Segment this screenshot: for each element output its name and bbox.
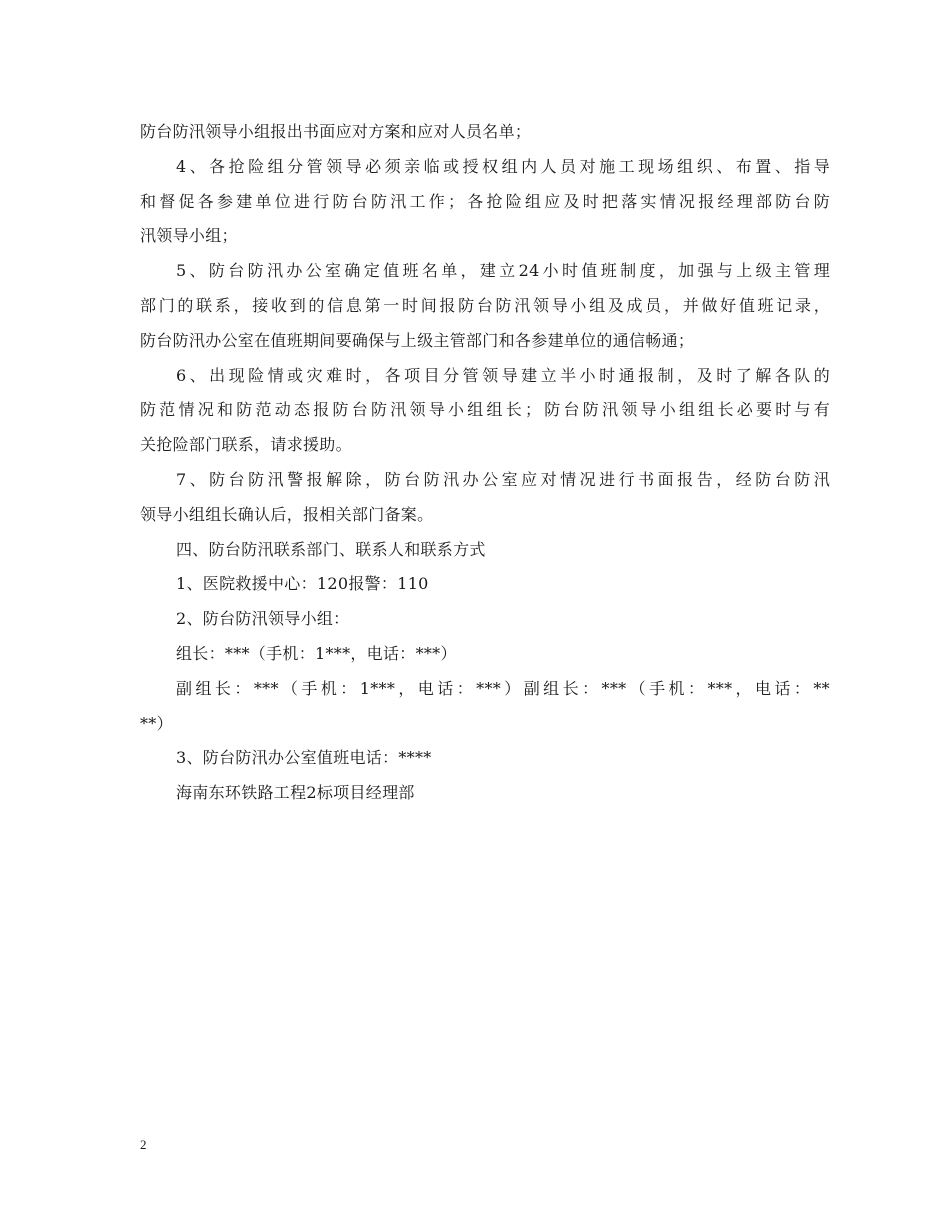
text-line: 7、防台防汛警报解除，防台防汛办公室应对情况进行书面报告，经防台防汛 [176,469,830,489]
text-line: 4、各抢险组分管领导必须亲临或授权组内人员对施工现场组织、布置、指导 [176,156,830,176]
contact-line: 1、医院救援中心：120报警：110 [176,574,429,594]
text-line: 防台防汛领导小组报出书面应对方案和应对人员名单； [140,122,532,141]
signature-line: 海南东环铁路工程2标项目经理部 [176,783,415,803]
text-line: 领导小组组长确认后，报相关部门备案。 [140,504,434,524]
page-number: 2 [140,1137,147,1152]
text-line: 和督促各参建单位进行防台防汛工作；各抢险组应及时把落实情况报经理部防台防 [140,191,830,211]
text-line: 防范情况和防范动态报防台防汛领导小组组长；防台防汛领导小组组长必要时与有 [140,400,830,420]
section-heading: 四、防台防汛联系部门、联系人和联系方式 [176,539,486,559]
text-line: 部门的联系，接收到的信息第一时间报防台防汛领导小组及成员，并做好值班记录， [140,295,830,315]
text-line: 汛领导小组； [140,226,238,246]
contact-line: **） [140,713,173,733]
contact-line: 3、防台防汛办公室值班电话：**** [176,748,432,768]
text-line: 6、出现险情或灾难时，各项目分管领导建立半小时通报制，及时了解各队的 [176,365,830,385]
contact-line: 组长：***（手机：1***，电话：***） [176,643,457,663]
text-line: 防台防汛办公室在值班期间要确保与上级主管部门和各参建单位的通信畅通； [140,330,695,350]
text-line: 关抢险部门联系，请求援助。 [140,435,352,455]
contact-line: 副组长：***（手机：1***，电话：***）副组长：***（手机：***，电话：** [176,678,830,698]
document-body [140,115,830,811]
contact-line: 2、防台防汛领导小组： [176,609,350,629]
text-line: 5、防台防汛办公室确定值班名单，建立24小时值班制度，加强与上级主管理 [176,261,830,281]
